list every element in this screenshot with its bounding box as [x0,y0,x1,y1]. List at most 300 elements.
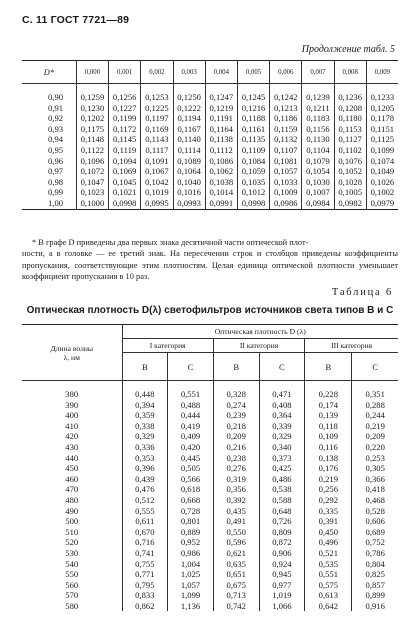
transmittance-cell: 0,1084 [237,156,269,167]
wavelength-cell: 560 [65,579,79,590]
density-value-cell: 0,228 [305,389,352,400]
table6-title: Оптическая плотность D(λ) светофильтров источников света типов В и С [26,305,394,316]
transmittance-cell: 0,1230 [76,103,108,114]
table-row [22,442,398,453]
density-value-cell: 0,675 [213,580,259,591]
spacer-cell [259,381,305,390]
wavelength-cell: 570 [65,590,79,601]
wavelength-cell: 510 [65,526,79,537]
density-value-cell: 0,209 [352,431,398,442]
table-continuation-label: Продолжение табл. 5 [301,44,395,55]
transmittance-cell: 0,1109 [237,145,269,156]
density-value-cell: 0,364 [259,410,305,421]
column-header: 0,009 [366,61,398,84]
transmittance-cell: 0,1038 [205,177,237,188]
density-value-cell: 0,809 [259,527,305,538]
density-value-cell: 0,256 [305,484,352,495]
density-value-cell: 1,136 [168,601,214,612]
wavelength-cell: 390 [65,399,79,410]
transmittance-cell: 0,1054 [302,166,334,177]
transmittance-cell: 0,1156 [302,124,334,135]
transmittance-cell: 0,1112 [205,145,237,156]
density-value-cell: 0,606 [352,516,398,527]
transmittance-cell: 0,1143 [141,134,173,145]
transmittance-cell: 0,1199 [109,113,141,124]
transmittance-cell: 0,1216 [237,103,269,114]
transmittance-cell: 0,1079 [302,156,334,167]
spacer-cell [237,84,269,93]
density-value-cell: 0,668 [168,495,214,506]
density-value-cell: 0,771 [122,569,168,580]
transmittance-cell: 0,1202 [76,113,108,124]
density-value-cell: 0,471 [259,389,305,400]
density-cell: 0,95 [48,144,64,155]
density-value-cell: 0,795 [122,580,168,591]
density-value-cell: 0,219 [352,421,398,432]
transmittance-cell: 0,1089 [173,156,205,167]
density-value-cell: 0,329 [122,431,168,442]
transmittance-cell: 0,1052 [334,166,366,177]
table-row [22,421,398,432]
density-value-cell: 0,899 [352,590,398,601]
density-header: Оптическая плотность D (λ) [122,325,398,339]
density-value-cell: 0,538 [259,484,305,495]
transmittance-cell: 0,1107 [270,145,302,156]
footnote-line: * В графе D приведены два первых знака десятичной части оптической плот- [32,238,309,247]
spacer-row [22,84,398,93]
table-row [22,559,398,570]
density-value-cell: 0,786 [352,548,398,559]
density-value-cell: 0,689 [352,527,398,538]
density-value-cell: 1,057 [168,580,214,591]
transmittance-cell: 0,1236 [334,92,366,103]
transmittance-cell: 0,1256 [109,92,141,103]
transmittance-cell: 0,0991 [205,198,237,209]
transmittance-cell: 0,1009 [270,187,302,198]
table-row [22,537,398,548]
transmittance-cell: 0,1194 [173,113,205,124]
transmittance-cell: 0,1014 [205,187,237,198]
spacer-row [22,381,398,390]
transmittance-cell: 0,1245 [237,92,269,103]
column-header: 0,004 [205,61,237,84]
density-value-cell: 0,373 [259,453,305,464]
transmittance-cell: 0,1081 [270,156,302,167]
density-value-cell: 0,335 [305,506,352,517]
spacer-cell [305,381,352,390]
transmittance-cell: 0,1045 [109,177,141,188]
density-value-cell: 0,857 [352,580,398,591]
density-value-cell: 0,218 [213,421,259,432]
density-cell: 0,90 [48,92,64,102]
density-cell: 0,93 [48,123,64,134]
column-header: 0,007 [302,61,334,84]
table6-header-row-1 [22,325,398,339]
transmittance-cell: 0,1033 [270,177,302,188]
transmittance-cell: 0,1114 [173,145,205,156]
density-value-cell: 0,274 [213,400,259,411]
transmittance-cell: 0,1219 [205,103,237,114]
transmittance-cell: 0,1094 [109,156,141,167]
transmittance-cell: 0,0998 [109,198,141,209]
column-header: 0,001 [109,61,141,84]
density-value-cell: 0,359 [122,410,168,421]
density-value-cell: 1,004 [168,559,214,570]
wavelength-unit: λ, нм [63,352,80,362]
transmittance-cell: 0,1130 [302,134,334,145]
table-row [22,198,398,209]
density-value-cell: 1,099 [168,590,214,601]
density-value-cell: 0,550 [213,527,259,538]
transmittance-cell: 0,0982 [334,198,366,209]
transmittance-cell: 0,1102 [334,145,366,156]
transmittance-cell: 0,1188 [237,113,269,124]
density-value-cell: 0,435 [213,506,259,517]
density-cell: 0,94 [48,134,64,145]
density-value-cell: 0,924 [259,559,305,570]
density-value-cell: 0,651 [213,569,259,580]
table6-body [22,381,398,612]
density-value-cell: 0,340 [259,442,305,453]
table5-body [22,84,398,210]
transmittance-cell: 0,1169 [141,124,173,135]
density-value-cell: 0,741 [122,548,168,559]
table5-header-row [22,61,398,84]
d-column-header: D* [22,61,76,84]
wavelength-cell: 430 [65,441,79,452]
transmittance-cell: 0,1035 [237,177,269,188]
density-value-cell: 0,670 [122,527,168,538]
category-2-header: II категория [213,339,304,353]
density-value-cell: 0,833 [122,590,168,601]
transmittance-cell: 0,1067 [141,166,173,177]
density-value-cell: 0,253 [352,453,398,464]
table-row [22,124,398,135]
transmittance-cell: 0,1030 [302,177,334,188]
transmittance-cell: 0,1132 [270,134,302,145]
table-row [22,431,398,442]
density-value-cell: 0,351 [352,389,398,400]
spacer-cell [205,84,237,93]
transmittance-cell: 0,1225 [141,103,173,114]
transmittance-cell: 0,1099 [366,145,398,156]
transmittance-cell: 0,1096 [76,156,108,167]
transmittance-cell: 0,1091 [141,156,173,167]
transmittance-cell: 0,1227 [109,103,141,114]
density-value-cell: 0,396 [122,463,168,474]
density-value-cell: 0,728 [168,506,214,517]
wavelength-cell: 420 [65,431,79,442]
spacer-cell [122,381,168,390]
spacer-cell [76,84,108,93]
category-3-header: III категория [305,339,398,353]
wavelength-cell: 550 [65,569,79,580]
density-value-cell: 0,486 [259,474,305,485]
transmittance-cell: 0,1074 [366,156,398,167]
density-value-cell: 0,328 [213,389,259,400]
transmittance-cell: 0,1040 [173,177,205,188]
wavelength-label: Длина волны [50,343,94,353]
density-value-cell: 0,319 [213,474,259,485]
transmittance-cell: 0,0998 [237,198,269,209]
density-value-cell: 0,288 [352,400,398,411]
transmittance-cell: 0,1028 [334,177,366,188]
wavelength-cell: 380 [65,389,79,399]
transmittance-cell: 0,1122 [76,145,108,156]
density-value-cell: 0,889 [168,527,214,538]
density-value-cell: 0,444 [168,410,214,421]
transmittance-cell: 0,1242 [270,92,302,103]
transmittance-cell: 0,1159 [270,124,302,135]
density-value-cell: 0,418 [352,484,398,495]
transmittance-table [22,60,398,210]
density-value-cell: 0,468 [352,495,398,506]
density-value-cell: 0,176 [305,463,352,474]
density-value-cell: 0,118 [305,421,352,432]
transmittance-cell: 0,1208 [334,103,366,114]
density-value-cell: 0,801 [168,516,214,527]
transmittance-cell: 0,0993 [173,198,205,209]
transmittance-cell: 0,1064 [173,166,205,177]
transmittance-cell: 0,1086 [205,156,237,167]
wavelength-cell: 470 [65,484,79,495]
wavelength-cell: 410 [65,420,79,431]
illuminant-c-header: С [168,353,214,381]
density-value-cell: 0,642 [305,601,352,612]
density-value-cell: 0,219 [305,474,352,485]
illuminant-b-header: В [305,353,352,381]
density-cell: 1,00 [22,198,76,209]
density-value-cell: 0,726 [259,516,305,527]
density-value-cell: 0,906 [259,548,305,559]
spacer-cell [109,84,141,93]
transmittance-cell: 0,1186 [270,113,302,124]
transmittance-cell: 0,0984 [302,198,334,209]
transmittance-cell: 0,1007 [302,187,334,198]
table-row [22,474,398,485]
table-row [22,166,398,177]
table-row [22,453,398,464]
table6-caption: Таблица 6 [331,287,393,298]
density-value-cell: 0,496 [305,537,352,548]
table5-footnote [22,237,398,283]
density-value-cell: 0,220 [352,442,398,453]
table-row [22,177,398,188]
transmittance-cell: 0,1172 [109,124,141,135]
transmittance-cell: 0,1069 [109,166,141,177]
density-value-cell: 0,209 [213,431,259,442]
density-value-cell: 0,716 [122,537,168,548]
density-value-cell: 0,329 [259,431,305,442]
density-value-cell: 0,648 [259,506,305,517]
density-value-cell: 0,505 [168,463,214,474]
transmittance-cell: 0,1153 [334,124,366,135]
wavelength-cell: 440 [65,452,79,463]
density-value-cell: 0,244 [352,410,398,421]
wavelength-cell: 530 [65,547,79,558]
density-value-cell: 0,555 [122,506,168,517]
density-value-cell: 0,394 [122,400,168,411]
transmittance-cell: 0,1005 [334,187,366,198]
density-value-cell: 0,392 [213,495,259,506]
column-header: 0,008 [334,61,366,84]
density-value-cell: 0,238 [213,453,259,464]
column-header: 0,002 [141,61,173,84]
density-value-cell: 0,575 [305,580,352,591]
table-row [22,410,398,421]
density-value-cell: 0,551 [305,569,352,580]
table-row [22,400,398,411]
wavelength-cell: 400 [65,410,79,421]
transmittance-cell: 0,1059 [237,166,269,177]
transmittance-cell: 0,1127 [334,134,366,145]
spacer-cell [22,84,76,93]
density-value-cell: 0,825 [352,569,398,580]
wavelength-cell: 480 [65,494,79,505]
density-value-cell: 0,491 [213,516,259,527]
density-value-cell: 0,755 [122,559,168,570]
transmittance-cell: 0,1183 [302,113,334,124]
wavelength-cell: 520 [65,537,79,548]
transmittance-cell: 0,1191 [205,113,237,124]
spacer-cell [141,84,173,93]
wavelength-cell: 450 [65,463,79,474]
density-value-cell: 0,476 [122,484,168,495]
transmittance-cell: 0,1239 [302,92,334,103]
table-row [22,103,398,114]
transmittance-cell: 0,1259 [76,92,108,103]
spacer-cell [22,381,122,390]
spacer-cell [352,381,398,390]
density-cell: 0,92 [48,113,64,124]
table-row [22,92,398,103]
density-cell: 0,91 [48,102,64,113]
density-value-cell: 0,613 [305,590,352,601]
transmittance-cell: 0,1213 [270,103,302,114]
column-header: 0,000 [76,61,108,84]
density-value-cell: 0,752 [352,537,398,548]
density-cell: 0,99 [48,187,64,198]
transmittance-cell: 0,1164 [205,124,237,135]
transmittance-cell: 0,1211 [302,103,334,114]
density-value-cell: 0,804 [352,559,398,570]
transmittance-cell: 0,1180 [334,113,366,124]
illuminant-b-header: В [122,353,168,381]
density-value-cell: 0,109 [305,431,352,442]
density-value-cell: 0,916 [352,601,398,612]
transmittance-cell: 0,1076 [334,156,366,167]
spacer-cell [213,381,259,390]
density-value-cell: 0,138 [305,453,352,464]
transmittance-cell: 0,0979 [366,198,398,209]
transmittance-cell: 0,1119 [109,145,141,156]
transmittance-cell: 0,1253 [141,92,173,103]
transmittance-cell: 0,1145 [109,134,141,145]
density-value-cell: 0,621 [213,548,259,559]
transmittance-cell: 0,1026 [366,177,398,188]
density-value-cell: 0,488 [168,400,214,411]
transmittance-cell: 0,1135 [237,134,269,145]
transmittance-cell: 0,1167 [173,124,205,135]
wavelength-cell: 500 [65,516,79,527]
density-value-cell: 0,420 [168,442,214,453]
table-row [22,495,398,506]
transmittance-cell: 0,1021 [109,187,141,198]
density-value-cell: 0,425 [259,463,305,474]
density-value-cell: 0,339 [259,421,305,432]
column-header: 0,003 [173,61,205,84]
transmittance-cell: 0,1205 [366,103,398,114]
transmittance-cell: 0,1233 [366,92,398,103]
column-header: 0,006 [270,61,302,84]
table-row [22,527,398,538]
transmittance-cell: 0,1057 [270,166,302,177]
transmittance-cell: 0,1140 [173,134,205,145]
density-value-cell: 0,276 [213,463,259,474]
density-value-cell: 0,977 [259,580,305,591]
density-value-cell: 0,391 [305,516,352,527]
transmittance-cell: 0,1247 [205,92,237,103]
transmittance-cell: 0,1178 [366,113,398,124]
density-value-cell: 0,521 [305,548,352,559]
table-row [22,580,398,591]
table-row [22,569,398,580]
spacer-cell [173,84,205,93]
density-value-cell: 0,512 [122,495,168,506]
table-row [22,145,398,156]
density-value-cell: 0,239 [213,410,259,421]
optical-density-table [22,324,398,611]
transmittance-cell: 0,1222 [173,103,205,114]
density-value-cell: 0,305 [352,463,398,474]
density-value-cell: 0,116 [305,442,352,453]
table-row [22,134,398,145]
transmittance-cell: 0,1072 [76,166,108,177]
density-value-cell: 0,713 [213,590,259,601]
density-value-cell: 0,450 [305,527,352,538]
spacer-cell [168,381,214,390]
transmittance-cell: 0,1002 [366,187,398,198]
density-value-cell: 0,872 [259,537,305,548]
transmittance-cell: 0,0995 [141,198,173,209]
transmittance-cell: 0,1104 [302,145,334,156]
transmittance-cell: 0,1125 [366,134,398,145]
transmittance-cell: 0,1047 [76,177,108,188]
transmittance-cell: 0,1117 [141,145,173,156]
spacer-cell [302,84,334,93]
density-value-cell: 0,566 [168,474,214,485]
density-value-cell: 0,535 [305,559,352,570]
table-row [22,516,398,527]
spacer-cell [366,84,398,93]
table-row [22,187,398,198]
density-value-cell: 0,448 [122,389,168,400]
density-value-cell: 0,596 [213,537,259,548]
transmittance-cell: 0,1197 [141,113,173,124]
density-cell: 0,98 [48,176,64,187]
density-value-cell: 0,139 [305,410,352,421]
density-cell: 0,97 [48,166,64,177]
density-value-cell: 0,528 [352,506,398,517]
transmittance-cell: 0,1148 [76,134,108,145]
density-value-cell: 0,986 [168,548,214,559]
footnote-text: ности, а в головке — ее третий знак. На пересечении строк и столбцов приведены коэффициенты пропускания, соответствующие этим плотностям. Целая единица оптической плотности уменьшает коэффициент пропускания в 10 раз. [22,249,398,282]
transmittance-cell: 0,1049 [366,166,398,177]
page-header: С. 11 ГОСТ 7721—89 [22,14,130,26]
density-value-cell: 0,445 [168,453,214,464]
table-row [22,484,398,495]
transmittance-cell: 0,1042 [141,177,173,188]
